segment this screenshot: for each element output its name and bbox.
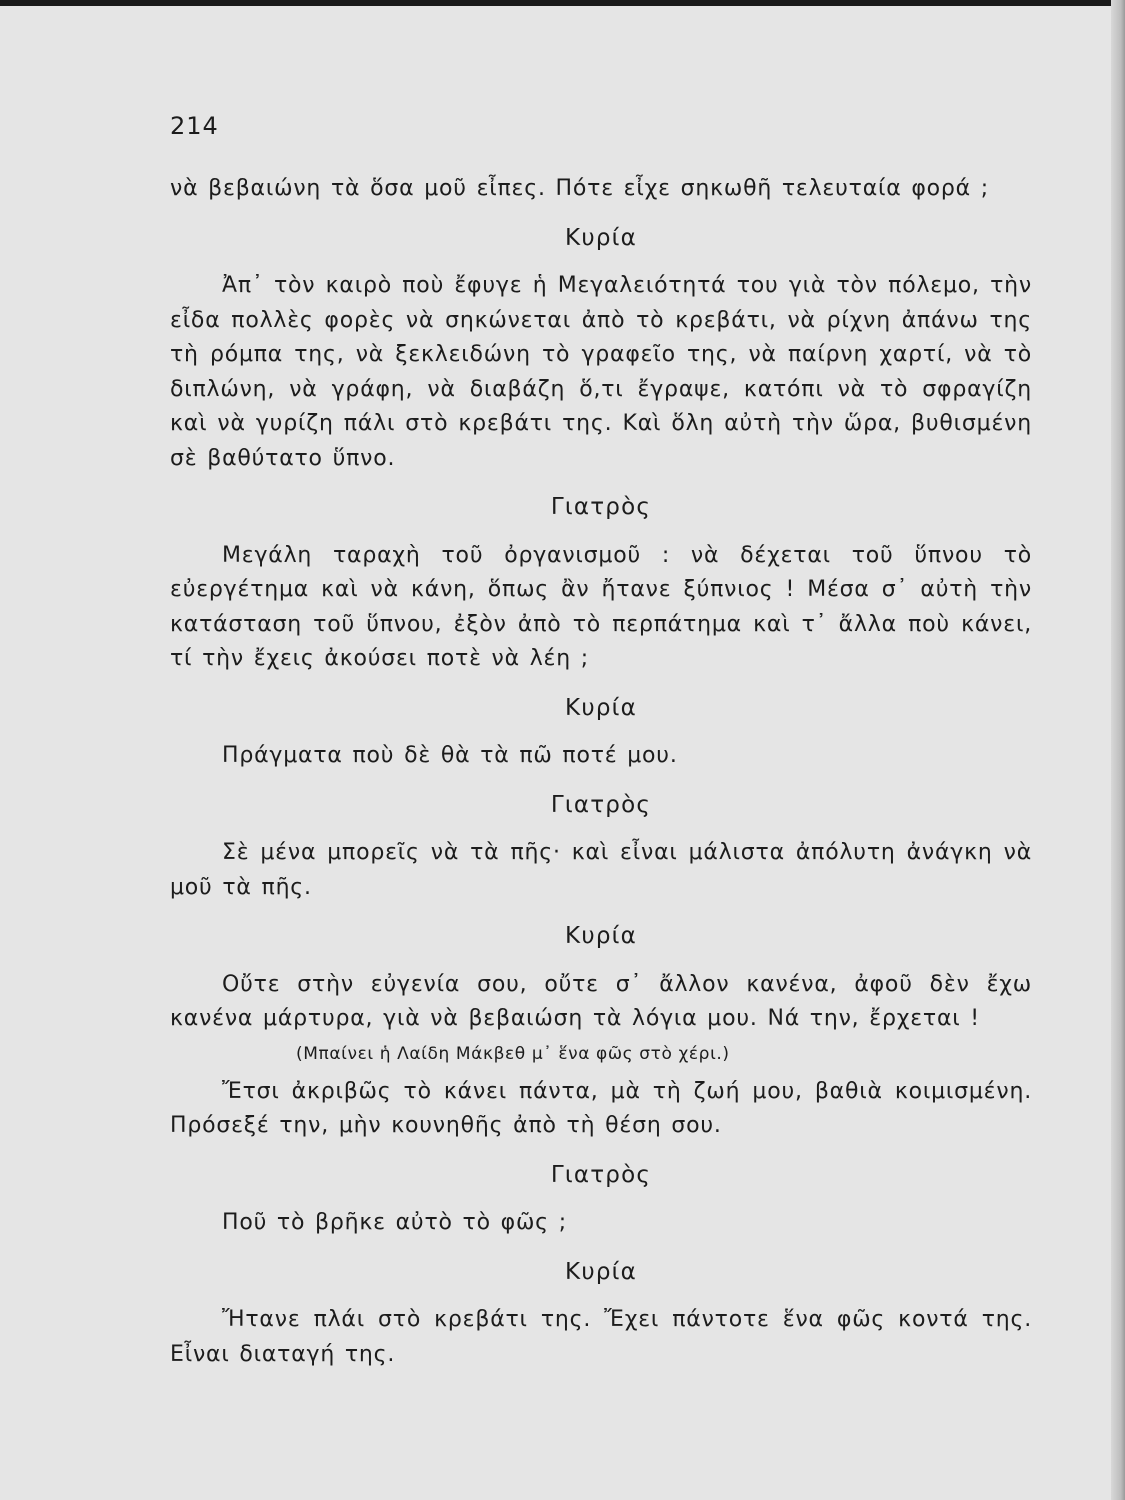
dialogue-paragraph: Ἀπ᾽ τὸν καιρὸ ποὺ ἔφυγε ἡ Μεγαλειότητά του γιὰ τὸν πόλεμο, τὴν εἶδα πολλὲς φορὲς νὰ σηκώνεται ἀπὸ τὸ κρεβάτι, νὰ ρίχνη ἀπάνω της τὴ ρόμπα της, νὰ ξεκλειδώνη τὸ γραφεῖο της, νὰ παίρνη χαρτί, νὰ τὸ διπλώνη, νὰ γράφη, νὰ διαβάζη ὅ,τι ἔγραψε, κατόπι νὰ τὸ σφραγίζη καὶ νὰ γυρίζη πάλι στὸ κρεβάτι της. Καὶ ὅλη αὐτὴ τὴν ὥρα, βυθισμένη σὲ βαθύτατο ὕπνο.	[170, 273, 1032, 471]
speaker-name: Κυρία	[565, 1258, 637, 1285]
dialogue-paragraph: Ποῦ τὸ βρῆκε αὐτὸ τὸ φῶς ;	[222, 1210, 567, 1235]
dialogue-paragraph: νὰ βεβαιώνη τὰ ὅσα μοῦ εἶπες. Πότε εἶχε σηκωθῆ τελευταία φορά ;	[170, 176, 989, 201]
dialogue-paragraph: Ἔτσι ἀκριβῶς τὸ κάνει πάντα, μὰ τὴ ζωή μου, βαθιὰ κοιμισμένη. Πρόσεξέ την, μὴν κουνηθῆς ἀπὸ τὴ θέση σου.	[170, 1078, 1032, 1138]
speaker-name: Κυρία	[565, 923, 637, 949]
dialogue-paragraph: Σὲ μένα μπορεῖς νὰ τὰ πῆς· καὶ εἶναι μάλιστα ἀπόλυτη ἀνάγκη νὰ μοῦ τὰ πῆς.	[170, 840, 1032, 900]
dialogue-paragraph: Ἤτανε πλάι στὸ κρεβάτι της. Ἔχει πάντοτε ἕνα φῶς κοντά της. Εἶναι διαταγή της.	[170, 1307, 1032, 1367]
scan-top-border	[0, 0, 1125, 6]
speaker-name: Γιατρὸς	[550, 1161, 652, 1188]
dialogue-paragraph: Μεγάλη ταραχὴ τοῦ ὀργανισμοῦ : νὰ δέχεται τοῦ ὕπνου τὸ εὐεργέτημα καὶ νὰ κάνη, ὅπως ἂν ἤτανε ξύπνιος ! Μέσα σ᾽ αὐτὴ τὴν κατάσταση τοῦ ὕπνου, ἐξὸν ἀπὸ τὸ περπάτημα καὶ τ᾽ ἄλλα ποὺ κάνει, τί τὴν ἔχεις ἀκούσει ποτὲ νὰ λέη ;	[170, 542, 1032, 671]
speaker-name: Κυρία	[565, 224, 637, 251]
play-text	[170, 172, 1032, 1372]
dialogue-paragraph: Οὔτε στὴν εὐγενία σου, οὔτε σ᾽ ἄλλον κανένα, ἀφοῦ δὲν ἔχω κανένα μάρτυρα, γιὰ νὰ βεβαιώση τὰ λόγια μου. Νά την, ἔρχεται !	[170, 971, 1032, 1031]
speaker-name: Γιατρὸς	[550, 494, 652, 520]
page-number: 214	[170, 112, 219, 140]
speaker-name: Κυρία	[565, 694, 637, 721]
dialogue-paragraph: Πράγματα ποὺ δὲ θὰ τὰ πῶ ποτέ μου.	[222, 743, 678, 768]
stage-direction: (Μπαίνει ἡ Λαίδη Μάκβεθ μ᾽ ἕνα φῶς στὸ χέρι.)	[296, 1043, 730, 1064]
speaker-name: Γιατρὸς	[550, 791, 652, 818]
page-gutter-shadow	[1111, 0, 1125, 1500]
